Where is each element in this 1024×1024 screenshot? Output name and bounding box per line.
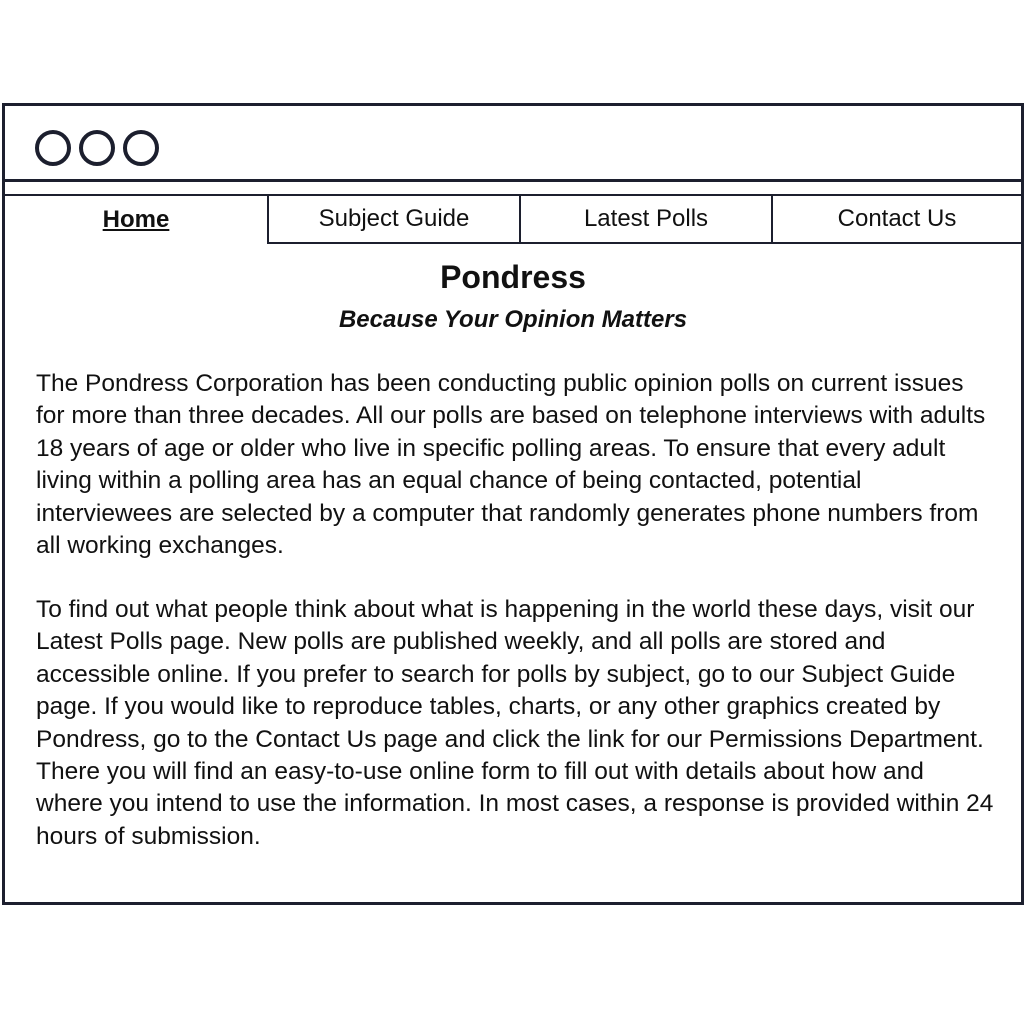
window-control-circle-icon[interactable] <box>79 130 115 166</box>
page-title: Pondress <box>440 259 586 295</box>
tab-latest-polls[interactable]: Latest Polls <box>519 196 771 244</box>
window-control-circle-icon[interactable] <box>123 130 159 166</box>
intro-paragraph: The Pondress Corporation has been conducting public opinion polls on current issues for more than three decades. All our polls are based on telephone interviews with adults 18 years of age or older who live in specific polling areas. To ensure that every adult living within a polling area has an equal chance of being contacted, potential interviewees are selected by a computer that randomly generates phone numbers from all working exchanges. <box>36 370 986 560</box>
browser-window <box>2 103 1024 905</box>
window-control-circle-icon[interactable] <box>35 130 71 166</box>
window-title-bar <box>5 106 1021 182</box>
main-navigation <box>5 194 1021 244</box>
page-tagline: Because Your Opinion Matters <box>338 306 688 333</box>
tab-contact-us[interactable]: Contact Us <box>771 196 1021 244</box>
tab-subject-guide[interactable]: Subject Guide <box>267 196 519 244</box>
info-paragraph: To find out what people think about what is happening in the world these days, visit our Latest Polls page. New polls are published weekly, and all polls are stored and accessible online. If you prefer to search for polls by subject, go to our Subject Guide page. If you would like to reproduce tables, charts, or any other graphics created by Pondress, go to the Contact Us page and click the link for our Permissions Department. There you will find an easy-to-use online form to fill out with details about how and where you intend to use the information. In most cases, a response is provided within 24 hours of submission. <box>36 596 994 850</box>
tab-home[interactable]: Home <box>102 206 170 233</box>
